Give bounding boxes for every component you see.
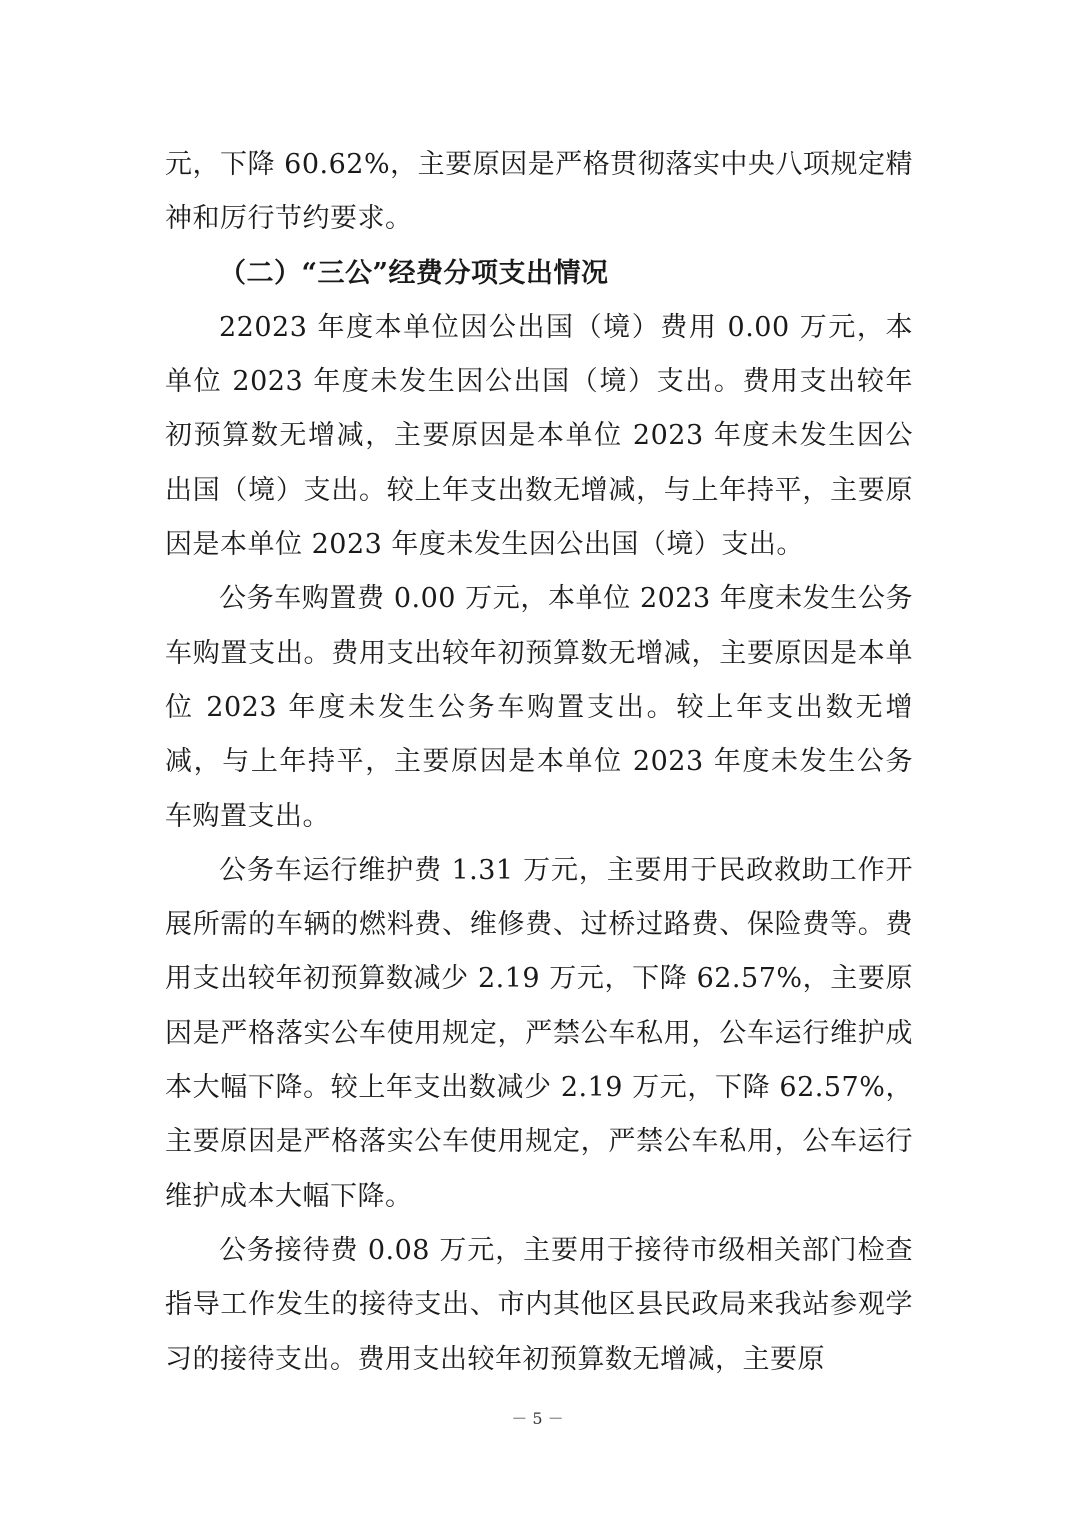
paragraph-continuation: 元，下降 60.62%，主要原因是严格贯彻落实中央八项规定精神和厉行节约要求。 — [165, 149, 913, 235]
paragraph-overseas-travel: 22023 年度本单位因公出国（境）费用 0.00 万元，本单位 2023 年度未发生因公出国（境）支出。费用支出较年初预算数无增减，主要原因是本单位 2023 年度未发生因公出国（境）支出。较上年支出数无增减，与上年持平，主要原因是本单位 2023 年度未发生因公出国（境）支出。 — [165, 311, 913, 561]
paragraph-reception: 公务接待费 0.08 万元，主要用于接待市级相关部门检查指导工作发生的接待支出、市内其他区县民政局来我站参观学习的接待支出。费用支出较年初预算数无增减，主要原 — [165, 1234, 913, 1375]
paragraph-vehicle-purchase: 公务车购置费 0.00 万元，本单位 2023 年度未发生公务车购置支出。费用支出较年初预算数无增减，主要原因是本单位 2023 年度未发生公务车购置支出。较上年支出数无增减，与上年持平，主要原因是本单位 2023 年度未发生公务车购置支出。 — [165, 583, 913, 832]
section-heading: （二）“三公”经费分项支出情况 — [219, 257, 609, 289]
document-body — [165, 138, 913, 1387]
page-number: － 5 － — [511, 1409, 564, 1428]
paragraph-vehicle-maintenance: 公务车运行维护费 1.31 万元，主要用于民政救助工作开展所需的车辆的燃料费、维修费、过桥过路费、保险费等。费用支出较年初预算数减少 2.19 万元，下降 62.57%，主要原因是严格落实公车使用规定，严禁公车私用，公车运行维护成本大幅下降。较上年支出数减少 2.19 万元，下降 62.57%，主要原因是严格落实公车使用规定，严禁公车私用，公车运行维护成本大幅下降。 — [165, 854, 913, 1212]
